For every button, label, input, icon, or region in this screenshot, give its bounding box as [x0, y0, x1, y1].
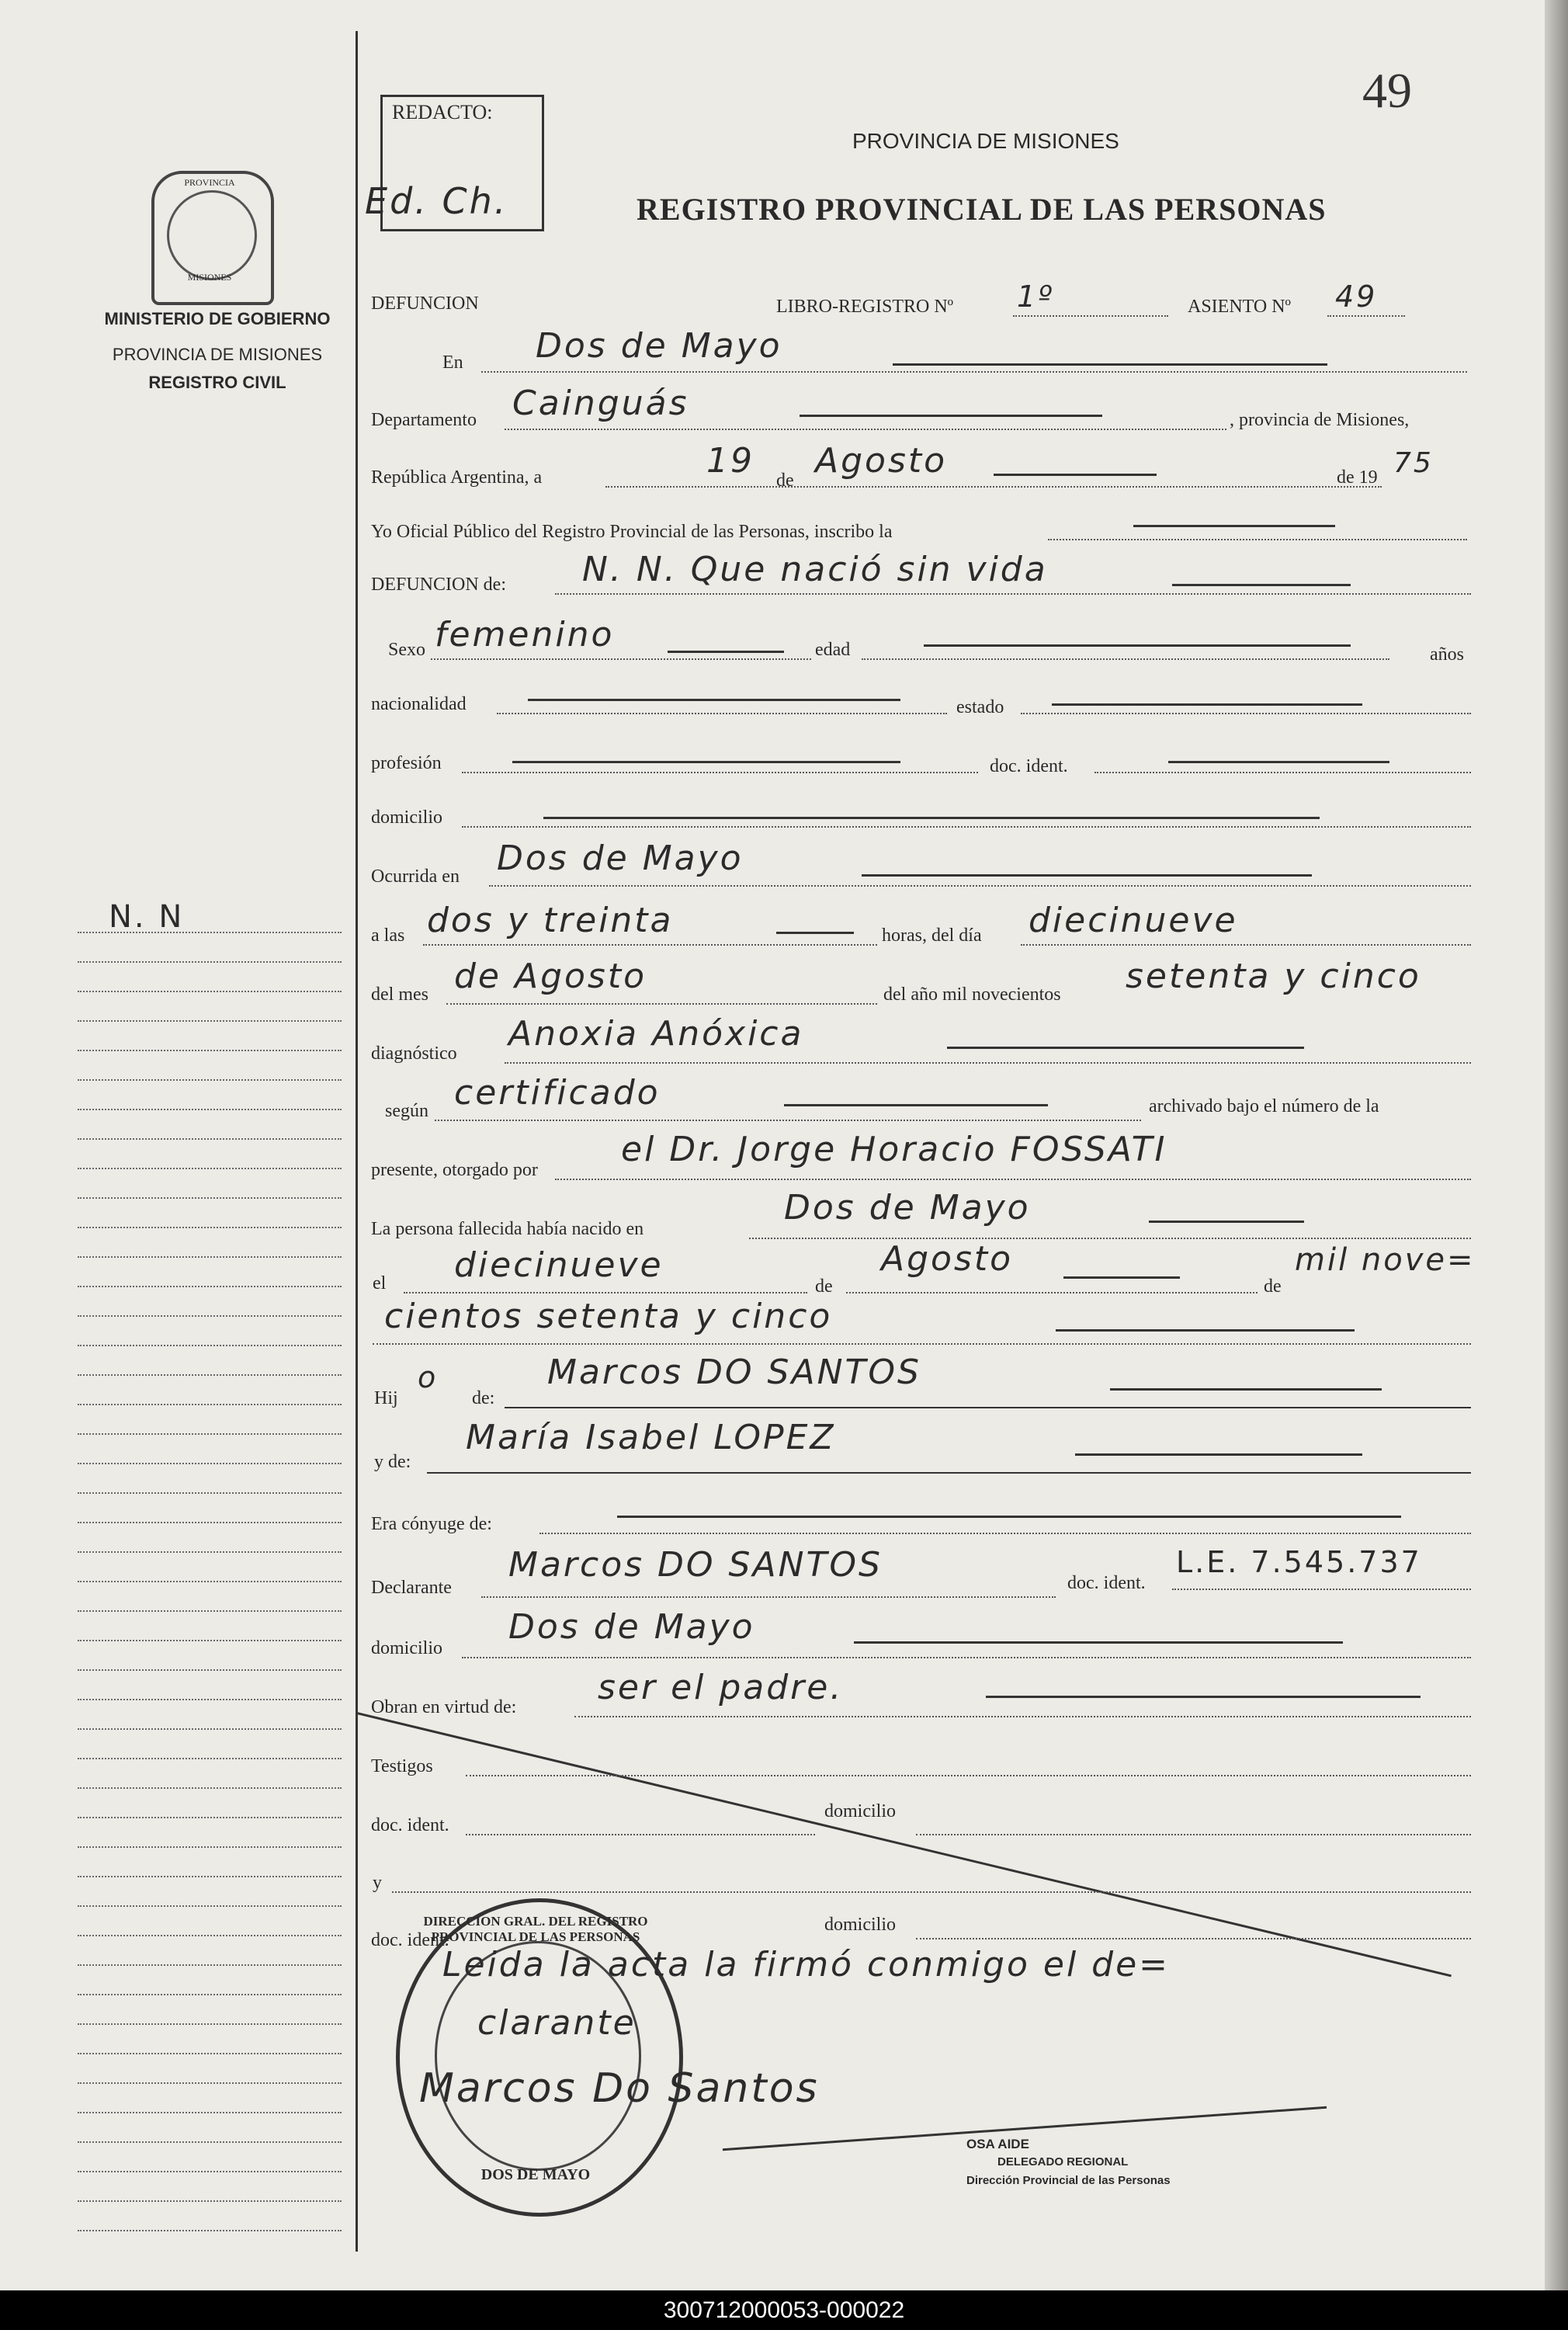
doc-ident-line: [1094, 772, 1471, 773]
libro-line: [1013, 315, 1168, 317]
sidebar-ruled-line: [78, 1315, 342, 1317]
day-value: 19: [706, 441, 755, 481]
domicilio3-label: domicilio: [824, 1801, 896, 1821]
official-line-1: OSA AIDE: [966, 2137, 1029, 2151]
el-line: [404, 1292, 807, 1293]
page-edge: [1545, 0, 1568, 2290]
nacido-year-1: mil nove=: [1295, 1242, 1476, 1278]
segun-label: según: [385, 1101, 428, 1121]
oficial-text: Yo Oficial Público del Registro Provincial de las Personas, inscribo la: [371, 522, 893, 542]
official-line-3: Dirección Provincial de las Personas: [966, 2174, 1171, 2187]
profesion-label: profesión: [371, 753, 442, 773]
defuncion-de-dash: [1172, 584, 1351, 586]
declarante-doc-label: doc. ident.: [1067, 1573, 1146, 1593]
estado-line: [1021, 713, 1471, 714]
presente-value: el Dr. Jorge Horacio FOSSATI: [621, 1130, 1167, 1169]
sidebar-ruled-line: [78, 2171, 342, 2172]
sidebar-ruled-line: [78, 1256, 342, 1258]
el-value: diecinueve: [454, 1245, 664, 1285]
closing-line-2: clarante: [477, 2003, 637, 2043]
sidebar-ruled-line: [78, 1905, 342, 1907]
year-label: de 19: [1337, 467, 1378, 488]
sidebar-ruled-line: [78, 1227, 342, 1228]
sidebar-ruled-line: [78, 1728, 342, 1730]
segun-line: [435, 1120, 1141, 1121]
nacido-year-line: [373, 1343, 1471, 1345]
sidebar-ruled-line: [78, 1286, 342, 1287]
sidebar-ruled-line: [78, 1138, 342, 1140]
diagnostico-label: diagnóstico: [371, 1043, 457, 1064]
sidebar-ruled-line: [78, 1876, 342, 1877]
declarante-label: Declarante: [371, 1578, 452, 1598]
domicilio2-line: [462, 1657, 1471, 1658]
testigos-label: Testigos: [371, 1756, 433, 1776]
a-las-label: a las: [371, 925, 405, 946]
profesion-line: [462, 772, 978, 773]
ministry-line-2: PROVINCIA DE MISIONES: [112, 345, 323, 364]
asiento-value: 49: [1335, 280, 1378, 314]
archivado-label: archivado bajo el número de la: [1149, 1096, 1379, 1116]
scan-id-footer: 300712000053-000022: [0, 2290, 1568, 2330]
page-number: 49: [1362, 63, 1412, 118]
obran-dash: [986, 1696, 1421, 1698]
sidebar-ruled-line: [78, 1846, 342, 1848]
sidebar-ruled-line: [78, 1109, 342, 1110]
en-value: Dos de Mayo: [536, 326, 782, 366]
header-province: PROVINCIA DE MISIONES: [852, 129, 1119, 153]
domicilio2-dash: [854, 1641, 1343, 1644]
defuncion-de-label: DEFUNCION de:: [371, 575, 506, 595]
ocurrida-line: [489, 885, 1471, 887]
record-type-label: DEFUNCION: [371, 293, 479, 314]
sidebar-ruled-line: [78, 1345, 342, 1346]
asiento-label: ASIENTO Nº: [1188, 297, 1291, 317]
domicilio4-line: [916, 1938, 1471, 1939]
year-value: 75: [1393, 447, 1434, 479]
closing-line-1: Leida la acta la firmó conmigo el de=: [442, 1945, 1171, 1984]
padre-dash: [1110, 1388, 1382, 1391]
sidebar-ruled-line: [78, 961, 342, 963]
diagnostico-line: [505, 1062, 1471, 1064]
doc-ident-label: doc. ident.: [990, 756, 1068, 776]
departamento-line: [505, 429, 1226, 430]
ano-value: setenta y cinco: [1126, 957, 1421, 996]
ministry-line-3: REGISTRO CIVIL: [148, 373, 286, 392]
sidebar-ruled-line: [78, 1610, 342, 1612]
stamp-bottom-text: DOS DE MAYO: [480, 2166, 591, 2183]
departamento-value: Cainguás: [512, 384, 689, 423]
conyuge-dash: [617, 1516, 1401, 1518]
de-label-3: de: [1264, 1276, 1282, 1297]
presente-line: [555, 1179, 1471, 1180]
sidebar-ruled-line: [78, 1817, 342, 1818]
libro-label: LIBRO-REGISTRO Nº: [776, 297, 954, 317]
nacido-month-line: [846, 1292, 1258, 1293]
declarante-doc-value: L.E. 7.545.737: [1176, 1545, 1422, 1579]
oficial-line: [1048, 539, 1467, 540]
anos-label: años: [1430, 644, 1464, 665]
seal-text-top: PROVINCIA: [184, 177, 235, 188]
sidebar-ruled-line: [78, 1404, 342, 1405]
nacionalidad-line: [497, 713, 947, 714]
domicilio-line: [462, 826, 1471, 828]
defuncion-de-line: [555, 593, 1471, 595]
y-label: y: [373, 1873, 382, 1893]
del-mes-line: [446, 1003, 877, 1005]
defuncion-de-value: N. N. Que nació sin vida: [582, 550, 1048, 589]
sidebar-ruled-line: [78, 1935, 342, 1936]
declarante-doc-line: [1172, 1589, 1471, 1590]
sexo-line: [431, 658, 811, 660]
nacido-year-dash: [1056, 1329, 1355, 1332]
sidebar-ruled-line: [78, 1492, 342, 1494]
nacionalidad-label: nacionalidad: [371, 694, 467, 714]
domicilio2-value: Dos de Mayo: [508, 1607, 755, 1647]
profesion-dash: [512, 761, 900, 763]
sidebar-ruled-line: [78, 2141, 342, 2143]
a-las-value: dos y treinta: [427, 901, 674, 940]
sidebar-ruled-line: [78, 1787, 342, 1789]
sidebar-ruled-line: [78, 932, 342, 933]
el-label: el: [373, 1273, 387, 1293]
sidebar-ruled-line: [78, 1374, 342, 1376]
hij-value: o: [418, 1360, 439, 1394]
sidebar-ruled-line: [78, 2112, 342, 2113]
conyuge-label: Era cónyuge de:: [371, 1514, 492, 1534]
doc-ident-dash: [1168, 761, 1389, 763]
dia-line: [1021, 944, 1471, 946]
testigos-line: [466, 1775, 1471, 1776]
declarante-line: [481, 1596, 1056, 1598]
ocurrida-dash: [862, 874, 1312, 877]
month-dash: [994, 474, 1157, 476]
asiento-line: [1327, 315, 1405, 317]
domicilio-label: domicilio: [371, 807, 442, 828]
nacido-dash: [1149, 1221, 1304, 1223]
declarant-signature: Marcos Do Santos: [419, 2065, 820, 2112]
sidebar-annotation: N. N: [109, 899, 185, 935]
header-registry: REGISTRO PROVINCIAL DE LAS PERSONAS: [637, 192, 1327, 227]
madre-value: María Isabel LOPEZ: [466, 1418, 836, 1457]
sidebar-ruled-line: [78, 1168, 342, 1169]
de-label: de: [776, 471, 794, 491]
redacto-initials: Ed. Ch.: [365, 180, 508, 222]
seal-emblem-icon: [167, 190, 257, 280]
ocurrida-label: Ocurrida en: [371, 866, 460, 887]
sidebar-ruled-line: [78, 1551, 342, 1553]
sidebar-ruled-line: [78, 2082, 342, 2084]
en-dash: [893, 363, 1327, 366]
sexo-dash: [668, 651, 784, 653]
padre-line: [505, 1407, 1471, 1408]
sidebar-ruled-line: [78, 1669, 342, 1671]
libro-value: 1º: [1017, 280, 1055, 314]
segun-value: certificado: [454, 1073, 661, 1113]
obran-line: [574, 1716, 1471, 1717]
edad-label: edad: [815, 640, 851, 660]
sidebar-ruled-line: [78, 2230, 342, 2231]
sidebar-ruled-line: [78, 1433, 342, 1435]
nacido-month: Agosto: [881, 1239, 1014, 1279]
conyuge-line: [539, 1533, 1471, 1534]
sexo-value: femenino: [435, 615, 615, 655]
ministry-line-1: MINISTERIO DE GOBIERNO: [104, 309, 331, 328]
sidebar-ruled-line: [78, 1758, 342, 1759]
obran-value: ser el padre.: [598, 1668, 844, 1707]
sidebar-ruled-line: [78, 1699, 342, 1700]
padre-value: Marcos DO SANTOS: [547, 1353, 921, 1392]
y-de-label: y de:: [374, 1452, 411, 1472]
doc-ident2-label: doc. ident.: [371, 1815, 449, 1835]
dia-value: diecinueve: [1029, 901, 1238, 940]
del-mes-label: del mes: [371, 984, 428, 1005]
nacido-value: Dos de Mayo: [784, 1188, 1031, 1228]
sidebar-ruled-line: [78, 1197, 342, 1199]
domicilio-dash: [543, 817, 1320, 819]
sidebar-ruled-line: [78, 2023, 342, 2025]
edad-dash: [924, 644, 1351, 647]
sidebar-ruled-line: [78, 1463, 342, 1464]
en-label: En: [442, 352, 463, 373]
hij-de-label: de:: [472, 1388, 495, 1408]
madre-line: [427, 1472, 1471, 1474]
madre-dash: [1075, 1453, 1362, 1456]
hij-label: Hij: [374, 1388, 398, 1408]
sidebar-ruled-line: [78, 1020, 342, 1022]
oficial-dash: [1133, 525, 1335, 527]
sidebar-ruled-line: [78, 2053, 342, 2054]
nacido-line: [749, 1238, 1471, 1239]
obran-label: Obran en virtud de:: [371, 1697, 517, 1717]
ocurrida-value: Dos de Mayo: [497, 839, 744, 878]
official-line-2: DELEGADO REGIONAL: [997, 2155, 1129, 2169]
provincia-suffix: , provincia de Misiones,: [1230, 410, 1410, 430]
y-line: [392, 1891, 1471, 1893]
sidebar-ruled-line: [78, 1640, 342, 1641]
nacido-label: La persona fallecida había nacido en: [371, 1219, 644, 1239]
domicilio3-line: [916, 1834, 1471, 1835]
nacido-month-dash: [1063, 1276, 1180, 1279]
sidebar-ruled-line: [78, 1581, 342, 1582]
month-value: Agosto: [815, 441, 948, 481]
sidebar-ruled-line: [78, 1050, 342, 1051]
doc-ident2-line: [466, 1834, 815, 1835]
sexo-label: Sexo: [388, 640, 425, 660]
sidebar-ruled-line: [78, 1964, 342, 1966]
sidebar-ruled-line: [78, 1079, 342, 1081]
diagnostico-value: Anoxia Anóxica: [508, 1014, 804, 1054]
presente-label: presente, otorgado por: [371, 1160, 538, 1180]
del-ano-label: del año mil novecientos: [883, 984, 1061, 1005]
sidebar-ruled-line: [78, 991, 342, 992]
diagnostico-dash: [947, 1047, 1304, 1049]
redacto-label: REDACTO:: [392, 101, 493, 123]
a-las-dash: [776, 932, 854, 934]
republica-label: República Argentina, a: [371, 467, 543, 488]
domicilio4-label: domicilio: [824, 1915, 896, 1935]
departamento-dash: [800, 415, 1102, 417]
sidebar-ruled-line: [78, 1994, 342, 1995]
estado-dash: [1052, 703, 1362, 706]
departamento-label: Departamento: [371, 410, 477, 430]
horas-label: horas, del día: [882, 925, 982, 946]
seal-text-bottom: MISIONES: [187, 272, 232, 283]
stamp-ring-text: DIRECCION GRAL. DEL REGISTRO PROVINCIAL DE LAS PERSONAS: [423, 1914, 648, 1944]
estado-label: estado: [956, 697, 1004, 717]
edad-line: [862, 658, 1389, 660]
a-las-line: [423, 944, 877, 946]
doc-ident3-label: doc. ident.: [371, 1930, 449, 1950]
en-line: [481, 371, 1467, 373]
domicilio2-label: domicilio: [371, 1638, 442, 1658]
del-mes-value: de Agosto: [454, 957, 647, 996]
segun-dash: [784, 1104, 1048, 1106]
sidebar-ruled-line: [78, 2200, 342, 2202]
declarante-value: Marcos DO SANTOS: [508, 1545, 883, 1585]
nacido-year-2: cientos setenta y cinco: [384, 1297, 833, 1336]
sidebar-ruled-line: [78, 1522, 342, 1523]
nacionalidad-dash: [528, 699, 900, 701]
de-label-2: de: [815, 1276, 833, 1297]
republica-line: [605, 486, 1382, 488]
